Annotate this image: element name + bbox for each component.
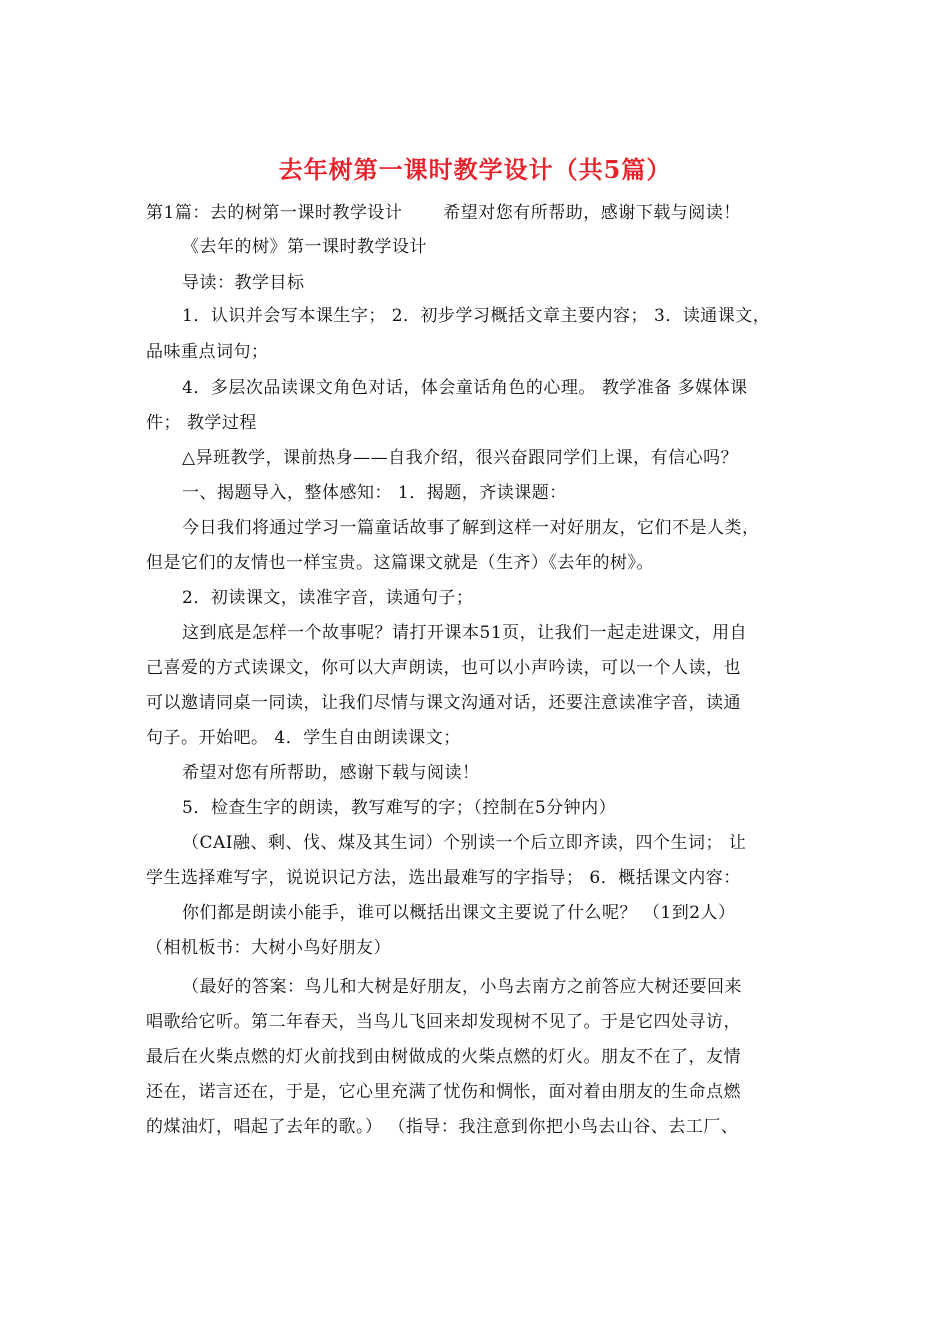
paragraph-line: 最后在火柴点燃的灯火前找到由树做成的火柴点燃的灯火。朋友不在了，友情: [146, 1047, 741, 1067]
paragraph-line: （最好的答案：鸟儿和大树是好朋友，小鸟去南方之前答应大树还要回来: [182, 977, 742, 997]
paragraph-line: 还在，诺言还在，于是，它心里充满了忧伤和惆怅，面对着由朋友的生命点燃: [146, 1082, 741, 1102]
paragraph-line: 的煤油灯，唱起了去年的歌。） （指导：我注意到你把小鸟去山谷、去工厂、: [146, 1117, 739, 1137]
paragraph-line: 这到底是怎样一个故事呢？请打开课本51页，让我们一起走进课文，用自: [182, 623, 748, 643]
paragraph-line: 希望对您有所帮助，感谢下载与阅读！: [182, 763, 480, 783]
paragraph-line: 你们都是朗读小能手，谁可以概括出课文主要说了什么呢？ （1到2人）: [182, 903, 736, 923]
paragraph-line: 件； 教学过程: [146, 413, 257, 433]
paragraph-line: 可以邀请同桌一同读，让我们尽情与课文沟通对话，还要注意读准字音，读通: [146, 693, 741, 713]
paragraph-line: △异班教学，课前热身——自我介绍，很兴奋跟同学们上课，有信心吗？: [182, 448, 739, 468]
paragraph-line: 一、揭题导入，整体感知： 1．揭题，齐读课题：: [182, 483, 567, 503]
paragraph-line: 1．认识并会写本课生字； 2．初步学习概括文章主要内容； 3．读通课文，: [182, 306, 771, 326]
paragraph-line: 导读：教学目标: [182, 273, 305, 293]
paragraph-line: 《去年的树》第一课时教学设计: [182, 237, 427, 257]
paragraph-line: 今日我们将通过学习一篇童话故事了解到这样一对好朋友，它们不是人类，: [182, 518, 760, 538]
paragraph-line: 品味重点词句；: [146, 342, 269, 362]
paragraph-line: 4．多层次品读课文角色对话，体会童话角色的心理。 教学准备 多媒体课: [182, 378, 748, 398]
document-title: 去年树第一课时教学设计（共5篇）: [278, 155, 672, 184]
paragraph-line: 2．初读课文，读准字音，读通句子；: [182, 588, 474, 608]
paragraph-line: 学生选择难写字，说说识记方法，选出最难写的字指导； 6．概括课文内容：: [146, 868, 741, 888]
paragraph-line: 己喜爱的方式读课文，你可以大声朗读，也可以小声吟读，可以一个人读，也: [146, 658, 741, 678]
paragraph-line: 但是它们的友情也一样宝贵。这篇课文就是（生齐）《去年的树》。: [146, 553, 654, 573]
paragraph-line: （相机板书：大树小鸟好朋友）: [146, 938, 391, 958]
paragraph-line: 句子。开始吧。 4．学生自由朗读课文；: [146, 728, 461, 748]
paragraph-line: 5．检查生字的朗读，教写难写的字；（控制在5分钟内）: [182, 798, 617, 818]
paragraph-line: （CAI融、剩、伐、煤及其生词）个别读一个后立即齐读，四个生词； 让: [182, 833, 747, 853]
paragraph-line: 第1篇：去的树第一课时教学设计 希望对您有所帮助，感谢下载与阅读！: [146, 203, 741, 223]
paragraph-line: 唱歌给它听。第二年春天，当鸟儿飞回来却发现树不见了。于是它四处寻访，: [146, 1012, 741, 1032]
